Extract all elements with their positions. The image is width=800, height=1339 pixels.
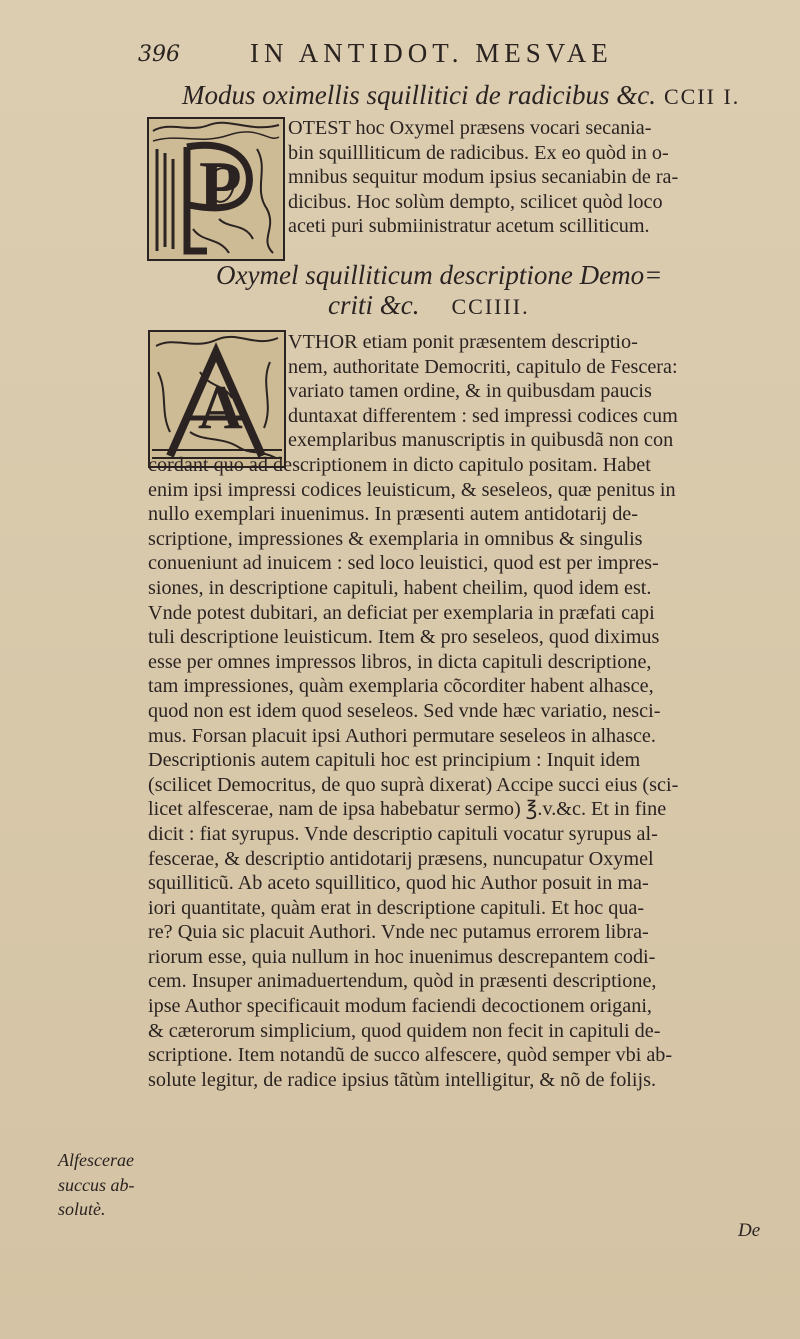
text-line: enim ipsi impressi codices leuisticum, & seseleos, quæ penitus in bbox=[148, 478, 676, 501]
text-line: duntaxat differentem : sed impressi codices cum bbox=[288, 404, 678, 427]
text-line: tuli descriptione leuisticum. Item & pro seseleos, quod diximus bbox=[148, 626, 660, 649]
text-line: (scilicet Democritus, de quo suprà dixerat) Accipe succi eius (sci- bbox=[148, 773, 679, 796]
section2-text bbox=[148, 453, 678, 1092]
catchword: De bbox=[738, 1220, 761, 1241]
text-line: re? Quia sic placuit Authori. Vnde nec putamus errorem libra- bbox=[148, 921, 649, 944]
text-line: Vnde potest dubitari, an deficiat per exemplaria in præfati capi bbox=[148, 601, 655, 624]
running-head bbox=[138, 38, 698, 78]
text-line: cem. Insuper animaduertendum, quòd in præsenti descriptione, bbox=[148, 970, 657, 993]
initial-letter-p: P bbox=[199, 148, 242, 225]
text-line: mus. Forsan placuit ipsi Authori permutare seseleos in alhasce. bbox=[148, 724, 656, 747]
text-line: & cæterorum simplicium, quod quidem non fecit in capituli de- bbox=[148, 1019, 661, 1042]
text-line: variato tamen ordine, & in quibusdam paucis bbox=[288, 380, 652, 403]
text-line: ipse Author specificauit modum faciendi decoctionem origani, bbox=[148, 995, 652, 1018]
text-line: scriptione, impressiones & exemplaria in omnibus & singulis bbox=[148, 527, 643, 550]
text-line: esse per omnes impressos libros, in dicta capituli descriptione, bbox=[148, 650, 652, 673]
page-number: 396 bbox=[138, 42, 180, 67]
woodcut-initial-p bbox=[147, 117, 285, 261]
section2-heading-line2 bbox=[328, 290, 530, 321]
text-line: conueniunt ad inuicem : sed loco leuistici, quod est per impres- bbox=[148, 552, 659, 575]
text-line: Descriptionis autem capituli hoc est principium : Inquit idem bbox=[148, 749, 641, 772]
section2-number: CCIIII. bbox=[451, 294, 530, 319]
text-line: scriptione. Item notandũ de succo alfescere, quòd semper vbi ab- bbox=[148, 1044, 673, 1067]
text-line: siones, in descriptione capituli, habent cheilim, quod idem est. bbox=[148, 576, 652, 599]
decorated-initial-icon bbox=[150, 332, 284, 466]
margin-note bbox=[58, 1148, 134, 1222]
section1-text bbox=[288, 116, 678, 239]
text-line: OTEST hoc Oxymel præsens vocari secania- bbox=[288, 117, 652, 139]
text-line: nullo exemplari inuenimus. In præsenti autem antidotarij de- bbox=[148, 503, 638, 526]
text-line: quod non est idem quod seseleos. Sed vnde hæc variatio, nesci- bbox=[148, 699, 661, 722]
running-title: IN ANTIDOT. MESVAE bbox=[250, 38, 613, 68]
text-line: exemplaribus manuscriptis in quibusdã non con bbox=[288, 429, 674, 452]
decorated-initial-icon bbox=[149, 119, 283, 259]
text-line: riorum esse, quia nullum in hoc inuenimus descrepantem codi- bbox=[148, 945, 656, 968]
section2-heading-line1: Oxymel squilliticum descriptione Demo= bbox=[216, 260, 663, 290]
text-line: cordant quo ad descriptionem in dicto capitulo positam. Habet bbox=[148, 454, 651, 476]
text-line: fescerae, & descriptio antidotarij præsens, nuncupatur Oxymel bbox=[148, 847, 654, 870]
section2-heading-text: criti &c. bbox=[328, 290, 420, 320]
text-line: VTHOR etiam ponit præsentem descriptio- bbox=[288, 331, 638, 353]
margin-note-line: succus ab- bbox=[58, 1174, 135, 1195]
margin-note-line: solutè. bbox=[58, 1199, 106, 1220]
initial-letter-a: A bbox=[198, 374, 243, 442]
text-line: mnibus sequitur modum ipsius secaniabin de ra- bbox=[288, 166, 679, 189]
text-line: solute legitur, de radice ipsius tãtùm intelligitur, & nõ de folijs. bbox=[148, 1068, 657, 1091]
text-line: licet alfescerae, nam de ipsa habebatur sermo) ℥.v.&c. Et in fine bbox=[148, 798, 667, 821]
margin-note-line: Alfescerae bbox=[58, 1150, 134, 1170]
text-line: bin squillliticum de radicibus. Ex eo quòd in o- bbox=[288, 141, 669, 164]
text-line: dicit : fiat syrupus. Vnde descriptio capituli vocatur syrupus al- bbox=[148, 822, 658, 845]
section1-heading bbox=[182, 80, 740, 111]
text-line: nem, authoritate Democriti, capitulo de Fescera: bbox=[288, 355, 678, 378]
section1-heading-text: Modus oximellis squillitici de radicibus &c. bbox=[182, 80, 656, 110]
text-line: squilliticũ. Ab aceto squillitico, quod hic Author posuit in ma- bbox=[148, 872, 649, 895]
text-line: aceti puri submiinistratur acetum scilliticum. bbox=[288, 215, 650, 238]
text-line: dicibus. Hoc solùm dempto, scilicet quòd loco bbox=[288, 190, 663, 213]
section1-number: CCII I. bbox=[663, 84, 741, 109]
woodcut-initial-a bbox=[148, 330, 286, 468]
text-line: iori quantitate, quàm erat in descriptione capituli. Et hoc qua- bbox=[148, 896, 645, 919]
text-line: tam impressiones, quàm exemplaria cõcorditer habent alhasce, bbox=[148, 675, 654, 698]
section2-indented-text bbox=[288, 330, 678, 453]
